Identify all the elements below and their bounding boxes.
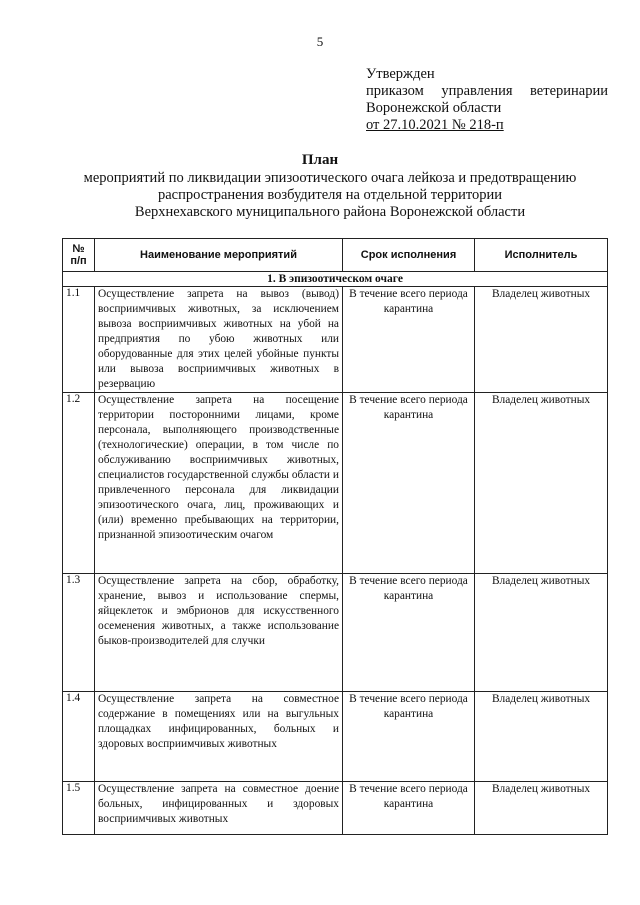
approval-block bbox=[366, 66, 608, 134]
approval-line-1: Утвержден bbox=[366, 66, 435, 82]
row-measure: Осуществление запрета на посещение территории посторонними лицами, кроме персонала, выполняющего производственные (технологические) операции, в том числе по обслуживанию восприимчивых животных, специалистов государственной службы области и привлеченного персонала для ликвидации эпизоотического очага, лиц, проживающих и (или) временно пребывающих на территории, признанной эпизоотическим очагом bbox=[95, 393, 343, 574]
row-deadline: В течение всего периода карантина bbox=[343, 393, 475, 574]
subtitle-line: Верхнехавского муниципального района Воронежской области bbox=[134, 204, 526, 220]
approval-word: управления bbox=[441, 83, 513, 99]
row-number: 1.2 bbox=[63, 393, 95, 574]
row-measure: Осуществление запрета на сбор, обработку, хранение, вывоз и использование спермы, яйцеклеток и эмбрионов для искусственного осеменения животных, а также использование быков-производителей для случки bbox=[95, 574, 343, 692]
approval-line-2 bbox=[366, 83, 608, 100]
row-number: 1.5 bbox=[63, 782, 95, 835]
table-row bbox=[63, 574, 608, 692]
section-title: 1. В эпизоотическом очаге bbox=[63, 272, 608, 287]
row-deadline: В течение всего периода карантина bbox=[343, 574, 475, 692]
header-deadline: Срок исполнения bbox=[343, 239, 475, 272]
row-deadline: В течение всего периода карантина bbox=[343, 782, 475, 835]
row-executor: Владелец животных bbox=[475, 287, 608, 393]
row-number: 1.3 bbox=[63, 574, 95, 692]
table-row bbox=[63, 692, 608, 782]
row-deadline: В течение всего периода карантина bbox=[343, 692, 475, 782]
document-title: План bbox=[301, 152, 339, 168]
row-measure: Осуществление запрета на совместное содержание в помещениях или на выгульных площадках инфицированных, больных и здоровых восприимчивых животных bbox=[95, 692, 343, 782]
row-deadline: В течение всего периода карантина bbox=[343, 287, 475, 393]
approval-order-date: от 27.10.2021 № 218-п bbox=[366, 117, 504, 133]
header-measure: Наименование мероприятий bbox=[95, 239, 343, 272]
row-executor: Владелец животных bbox=[475, 692, 608, 782]
approval-word: приказом bbox=[366, 83, 424, 99]
row-executor: Владелец животных bbox=[475, 574, 608, 692]
table-row bbox=[63, 782, 608, 835]
subtitle-line: мероприятий по ликвидации эпизоотического очага лейкоза и предотвращению bbox=[83, 170, 577, 186]
section-row bbox=[63, 272, 608, 287]
header-executor: Исполнитель bbox=[475, 239, 608, 272]
measures-table bbox=[62, 238, 608, 835]
document-subtitle bbox=[60, 170, 600, 221]
table-row bbox=[63, 287, 608, 393]
row-executor: Владелец животных bbox=[475, 393, 608, 574]
page-number: 5 bbox=[316, 34, 324, 49]
header-number: № п/п bbox=[63, 239, 95, 272]
approval-line-3: Воронежской области bbox=[366, 100, 502, 116]
approval-word: ветеринарии bbox=[530, 83, 608, 99]
row-executor: Владелец животных bbox=[475, 782, 608, 835]
table-row bbox=[63, 393, 608, 574]
row-measure: Осуществление запрета на совместное доение больных, инфицированных и здоровых восприимчивых животных bbox=[95, 782, 343, 835]
row-measure: Осуществление запрета на вывоз (вывод) восприимчивых животных, за исключением вывоза восприимчивых животных на убой на предприятия по убою животных или оборудованные для этих целей убойные пункты или вывоза восприимчивых животных в резервацию bbox=[95, 287, 343, 393]
row-number: 1.1 bbox=[63, 287, 95, 393]
row-number: 1.4 bbox=[63, 692, 95, 782]
subtitle-line: распространения возбудителя на отдельной территории bbox=[158, 187, 502, 203]
table-header-row bbox=[63, 239, 608, 272]
